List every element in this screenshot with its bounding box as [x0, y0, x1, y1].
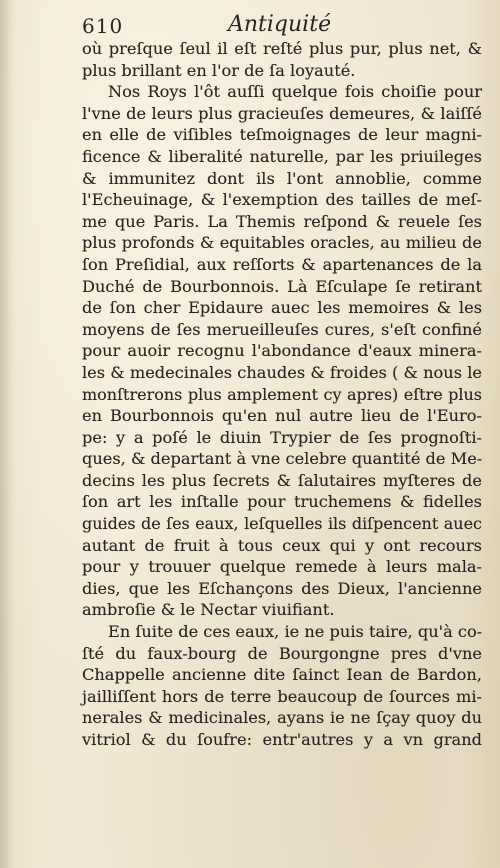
text-line: les & medecinales chaudes & froides ( & nous le [82, 362, 482, 382]
text-line: en elle de viſibles teſmoignages de leur magni- [82, 125, 482, 145]
running-head: Antiquité [228, 12, 332, 37]
text-line: ſté du faux-bourg de Bourgongne pres d'vne [82, 643, 482, 663]
text-line: moyens de ſes merueilleuſes cures, s'eſt confiné [82, 319, 482, 339]
text-line: où preſque ſeul il eſt reſté plus pur, plus net, & [82, 39, 482, 58]
text-line: l'Echeuinage, & l'exemption des tailles de meſ- [82, 190, 482, 210]
text-line: pour y trouuer quelque remede à leurs mala- [82, 557, 482, 577]
text-line: plus profonds & equitables oracles, au milieu de [82, 233, 482, 253]
text-line: vitriol & du ſoufre: entr'autres y a vn grand [82, 730, 482, 749]
text-line: autant de fruit à tous ceux qui y ont recours [82, 535, 482, 555]
text-line: jailliſſent hors de terre beaucoup de ſources mi- [82, 686, 482, 706]
text-line: monſtrerons plus amplement cy apres) eſtre plus [82, 384, 482, 404]
text-line: l'vne de leurs plus gracieuſes demeures, & laiſſé [82, 103, 482, 123]
body-text [82, 38, 482, 751]
text-line: & immunitez dont ils l'ont annoblie, comme [82, 168, 482, 188]
text-line: ſon art les inſtalle pour truchemens & fidelles [82, 492, 482, 512]
text-line: pour auoir recognu l'abondance d'eaux minera- [82, 341, 482, 361]
gutter-shadow [0, 0, 14, 868]
text-line: Nos Roys l'ôt auſſi quelque fois choiſie pour [108, 82, 482, 102]
text-line: En ſuite de ces eaux, ie ne puis taire, qu'à co- [108, 622, 483, 642]
page-number: 610 [82, 14, 124, 38]
text-line: ficence & liberalité naturelle, par les priuileges [82, 146, 482, 166]
text-line: decins les plus ſecrets & ſalutaires myſteres de [82, 470, 482, 490]
text-line: ambroſie & le Nectar viuifiant. [82, 600, 335, 620]
text-line: me que Paris. La Themis reſpond & reuele ſes [82, 211, 482, 231]
text-line: Chappelle ancienne dite ſainct Iean de Bardon, [82, 665, 482, 685]
text-line: ſon Preſidial, aux reſſorts & apartenances de la [82, 254, 482, 274]
text-line: pe: y a poſé le diuin Trypier de ſes prognoſti- [82, 427, 482, 447]
text-line: Duché de Bourbonnois. Là Eſculape ſe retirant [82, 276, 482, 296]
text-line: nerales & medicinales, ayans ie ne ſçay quoy du [82, 708, 482, 728]
text-line: de ſon cher Epidaure auec les memoires & les [82, 298, 482, 318]
text-line: ques, & departant à vne celebre quantité de Me- [82, 449, 483, 469]
text-line: guides de ſes eaux, leſquelles ils diſpencent auec [82, 514, 482, 534]
text-line: en Bourbonnois qu'en nul autre lieu de l'Euro- [82, 406, 482, 426]
text-line: dies, que les Eſchançons des Dieux, l'ancienne [82, 578, 482, 598]
text-line: plus brillant en l'or de ſa loyauté. [82, 60, 356, 80]
